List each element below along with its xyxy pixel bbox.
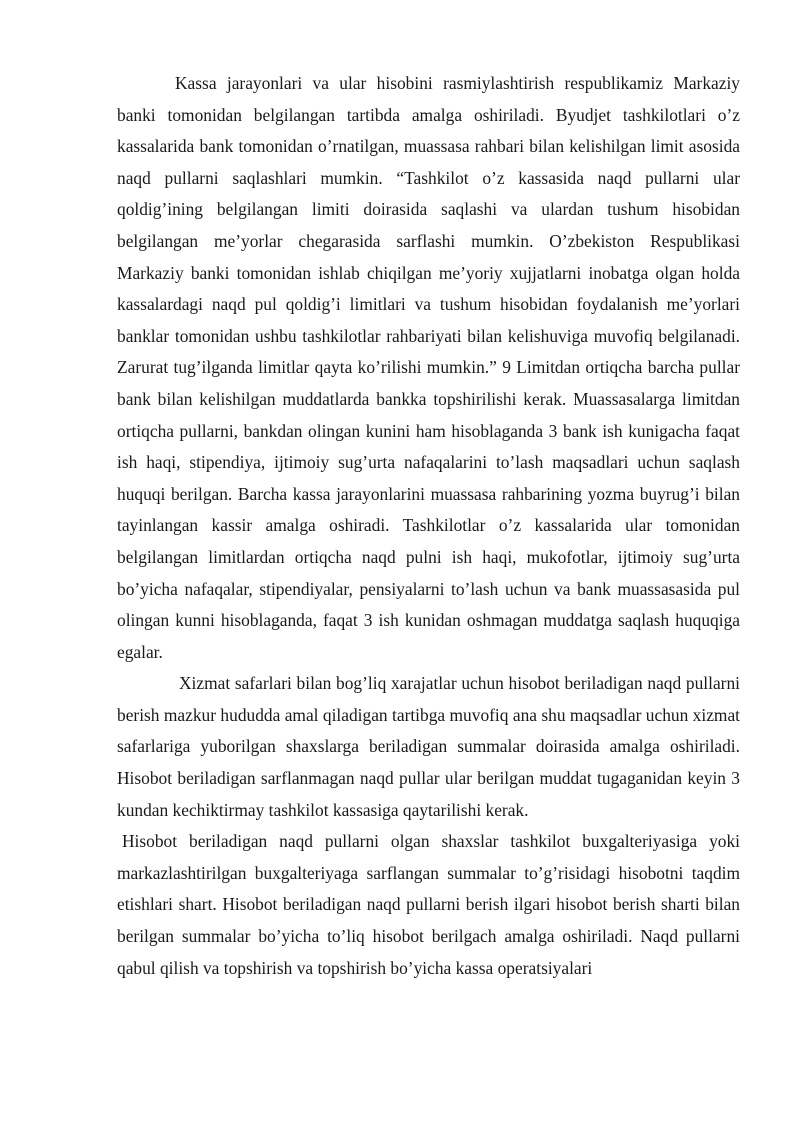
paragraph-business-trips: Xizmat safarlari bilan bog’liq xarajatlar uchun hisobot beriladigan naqd pullarni berish mazkur hududda amal qiladigan tartibga muvofiq ana shu maqsadlar uchun xizmat safarlariga yuborilgan shaxslarga beriladigan summalar doirasida amalga oshiriladi. Hisobot beriladigan sarflanmagan naqd pullar ular berilgan muddat tugaganidan keyin 3 kundan kechiktirmay tashkilot kassasiga qaytarilishi kerak. bbox=[117, 673, 740, 820]
document-page bbox=[117, 68, 740, 984]
paragraph-cash-operations: Kassa jarayonlari va ular hisobini rasmiylashtirish respublikamiz Markaziy banki tomonidan belgilangan tartibda amalga oshiriladi. Byudjet tashkilotlari o’z kassalarida bank tomonidan o’rnatilgan, muassasa rahbari bilan kelishilgan limit asosida naqd pullarni saqlashlari mumkin. “Tashkilot o’z kassasida naqd pullarni ular qoldig’ining belgilangan limiti doirasida saqlashi va ulardan tushum hisobidan belgilangan me’yorlar chegarasida sarflashi mumkin. O’zbekiston Respublikasi Markaziy banki tomonidan ishlab chiqilgan me’yoriy xujjatlarni inobatga olgan holda kassalardagi naqd pul qoldig’i limitlari va tushum hisobidan foydalanish me’yorlari banklar tomonidan ushbu tashkilotlar rahbariyati bilan kelishuviga muvofiq belgilanadi. Zarurat tug’ilganda limitlar qayta ko’rilishi mumkin.” 9 Limitdan ortiqcha barcha pullar bank bilan kelishilgan muddatlarda bankka topshirilishi kerak. Muassasalarga limitdan ortiqcha pullarni, bankdan olingan kunini ham hisoblaganda 3 bank ish kunigacha faqat ish haqi, stipendiya, ijtimoiy sug’urta nafaqalarini to’lash maqsadlari uchun saqlash huquqi berilgan. Barcha kassa jarayonlarini muassasa rahbarining yozma buyrug’i bilan tayinlangan kassir amalga oshiradi. Tashkilotlar o’z kassalarida ular tomonidan belgilangan limitlardan ortiqcha naqd pulni ish haqi, mukofotlar, ijtimoiy sug’urta bo’yicha nafaqalar, stipendiyalar, pensiyalarni to’lash uchun va bank muassasasida pul olingan kunni hisoblaganda, faqat 3 ish kunidan oshmagan muddatga saqlash huquqiga egalar. bbox=[117, 73, 740, 662]
paragraph-accountable-funds: Hisobot beriladigan naqd pullarni olgan shaxslar tashkilot buxgalteriyasiga yoki markazlashtirilgan buxgalteriyaga sarflangan summalar to’g’risidagi hisobotni taqdim etishlari shart. Hisobot beriladigan naqd pullarni berish ilgari hisobot berish sharti bilan berilgan summalar bo’yicha to’liq hisobot berilgach amalga oshiriladi. Naqd pullarni qabul qilish va topshirish va topshirish bo’yicha kassa operatsiyalari bbox=[117, 831, 740, 978]
